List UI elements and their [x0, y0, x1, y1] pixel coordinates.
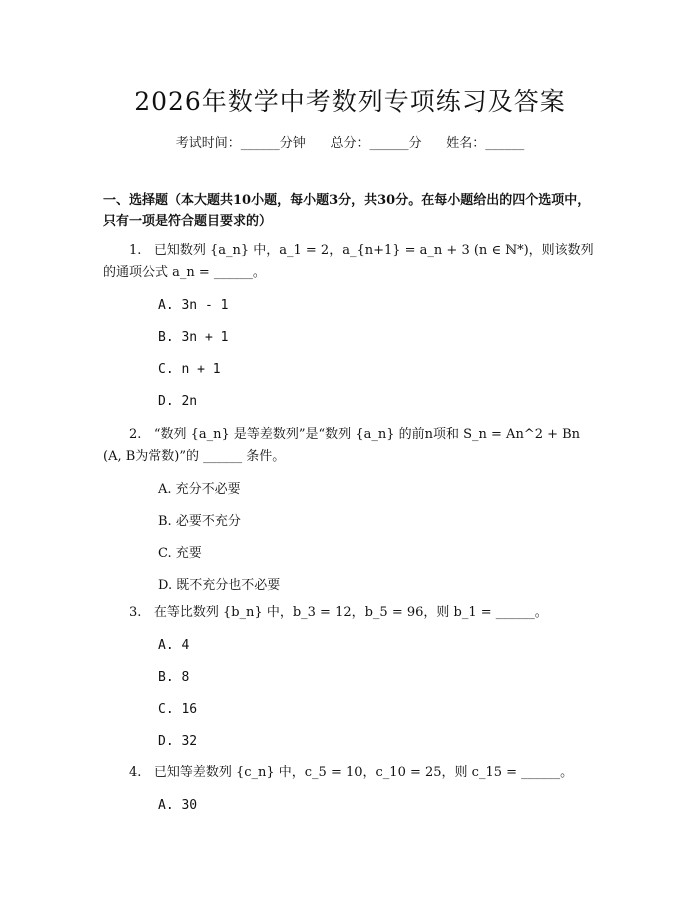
question-2-option-c: C. 充要: [158, 546, 202, 561]
question-2: [103, 424, 598, 468]
question-4: [103, 762, 598, 784]
exam-info-line: 考试时间：______分钟 总分：______分 姓名：______: [175, 136, 525, 151]
question-3-option-c: C. 16: [158, 702, 198, 717]
question-1: [103, 240, 598, 284]
question-number: 1.: [129, 243, 142, 258]
question-text: 已知数列 {a_n} 中，a_1 = 2，a_{n+1} = a_n + 3 (n ∈ ℕ*)，则该数列的通项公式 a_n = ______。: [103, 243, 594, 280]
question-3-option-b: B. 8: [158, 670, 190, 685]
question-3-option-d: D. 32: [158, 734, 198, 749]
question-1-option-a: A. 3n - 1: [158, 298, 229, 313]
question-4-option-a: A. 30: [158, 798, 198, 813]
question-1-option-d: D. 2n: [158, 394, 198, 409]
question-text: “数列 {a_n} 是等差数列”是“数列 {a_n} 的前n项和 S_n = An^2 + Bn (A, B为常数)”的 ______ 条件。: [103, 427, 581, 464]
question-1-option-c: C. n + 1: [158, 362, 221, 377]
document-title: 2026年数学中考数列专项练习及答案: [134, 87, 566, 116]
section-header: 一、选择题（本大题共10小题，每小题3分，共30分。在每小题给出的四个选项中，只有一项是符合题目要求的）: [103, 193, 591, 229]
question-number: 2.: [129, 427, 142, 442]
question-2-option-a: A. 充分不必要: [158, 482, 241, 497]
question-text: 已知等差数列 {c_n} 中，c_5 = 10，c_10 = 25，则 c_15 = ______。: [153, 765, 574, 780]
question-3-option-a: A. 4: [158, 638, 190, 653]
question-3: [103, 602, 598, 624]
question-2-option-b: B. 必要不充分: [158, 514, 241, 529]
question-1-option-b: B. 3n + 1: [158, 330, 229, 345]
question-number: 3.: [129, 605, 142, 620]
question-2-option-d: D. 既不充分也不必要: [158, 578, 281, 593]
question-number: 4.: [129, 765, 142, 780]
question-text: 在等比数列 {b_n} 中，b_3 = 12，b_5 = 96，则 b_1 = ______。: [153, 605, 548, 620]
